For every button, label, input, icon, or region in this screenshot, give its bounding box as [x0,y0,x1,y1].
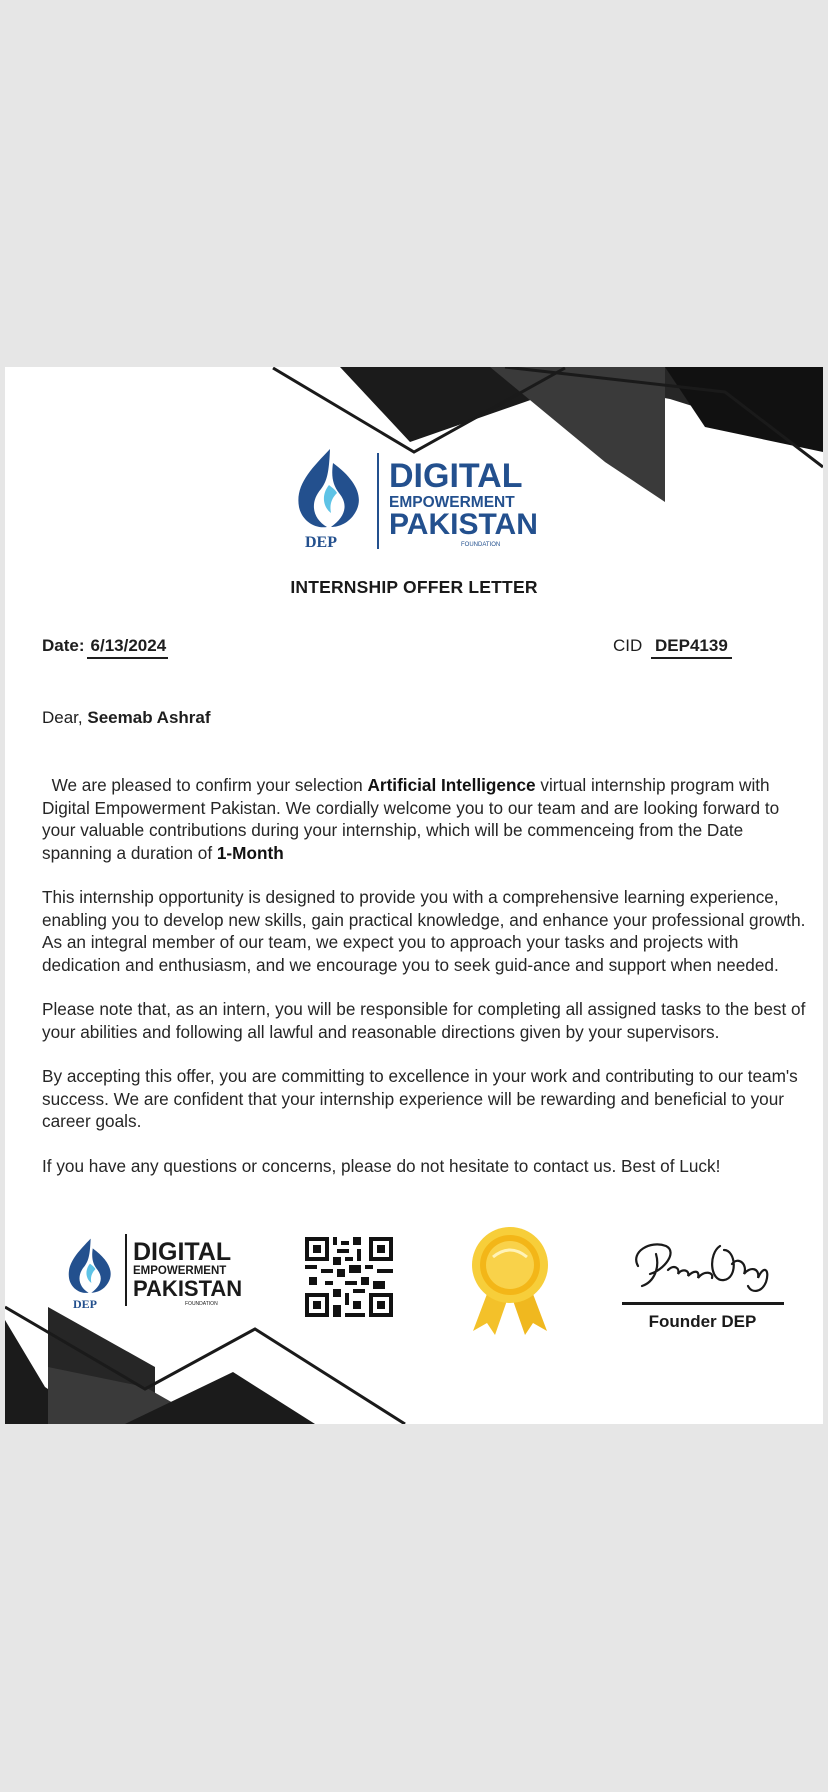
signature-line [622,1302,784,1305]
date-row [42,636,168,659]
paragraph-4: By accepting this offer, you are committing to excellence in your work and contributing to our team's success. We are confident that your internship experience will be rewarding and beneficial to your career goals. [42,1066,798,1131]
paragraph-1 [42,774,812,864]
logo-small-line2: EMPOWERMENT [133,1265,227,1277]
logo-small-tagline: FOUNDATION [185,1301,218,1307]
paragraph-2: This internship opportunity is designed to provide you with a comprehensive learning experience, enabling you to develop new skills, gain practical knowledge, and enhance your professional growth. As an integral member of our team, we expect you to approach your tasks and projects with dedication and enthusiasm, and we encourage you to seek guid-ance and support when needed. [42,887,806,975]
duration: 1-Month [216,842,284,863]
signatory-title: Founder DEP [648,1312,757,1331]
logo-line3: PAKISTAN [389,508,538,541]
logo-small-divider [125,1234,127,1306]
paragraph-5: If you have any questions or concerns, please do not hesitate to contact us. Best of Luck! [42,1155,721,1176]
p1-text-a: We are pleased to confirm your selection [51,775,368,795]
recipient-name: Seemab Ashraf [87,708,211,727]
salutation-row [42,708,211,728]
cid-value: DEP4139 [651,636,732,659]
salutation: Dear, [42,708,83,727]
logo-small-line1: DIGITAL [133,1238,232,1266]
qr-code-icon [305,1237,393,1317]
logo-divider [377,453,379,549]
cid-row [613,636,732,659]
letter-title: INTERNSHIP OFFER LETTER [290,577,538,597]
date-value: 6/13/2024 [87,636,169,659]
offer-letter [5,367,823,1424]
signature-mark [620,1234,785,1296]
award-ribbon-icon [463,1223,557,1335]
date-label: Date: [42,636,85,655]
p1-text-b: virtual internship program with Digital Empowerment Pakistan. We cordially welcome you to our team and are looking forward to your valuable contributions during your internship, which will be commenceing from the Date spanning a duration of [42,775,780,863]
logo-small-abbr: DEP [73,1297,97,1311]
logo-line2: EMPOWERMENT [389,494,515,511]
paragraph-3: Please note that, as an intern, you will be responsible for completing all assigned tasks to the best of your abilities and following all lawful and reasonable directions given by your supervisors. [42,999,806,1042]
logo-line1: DIGITAL [389,457,523,495]
program-name: Artificial Intelligence [367,775,536,795]
dep-logo [293,447,538,553]
logo-abbr: DEP [305,534,337,551]
logo-small-line3: PAKISTAN [133,1276,243,1301]
dep-logo-small [65,1232,243,1316]
letter-body [42,774,812,1199]
logo-tagline: FOUNDATION [461,542,501,548]
cid-label: CID [613,636,643,655]
